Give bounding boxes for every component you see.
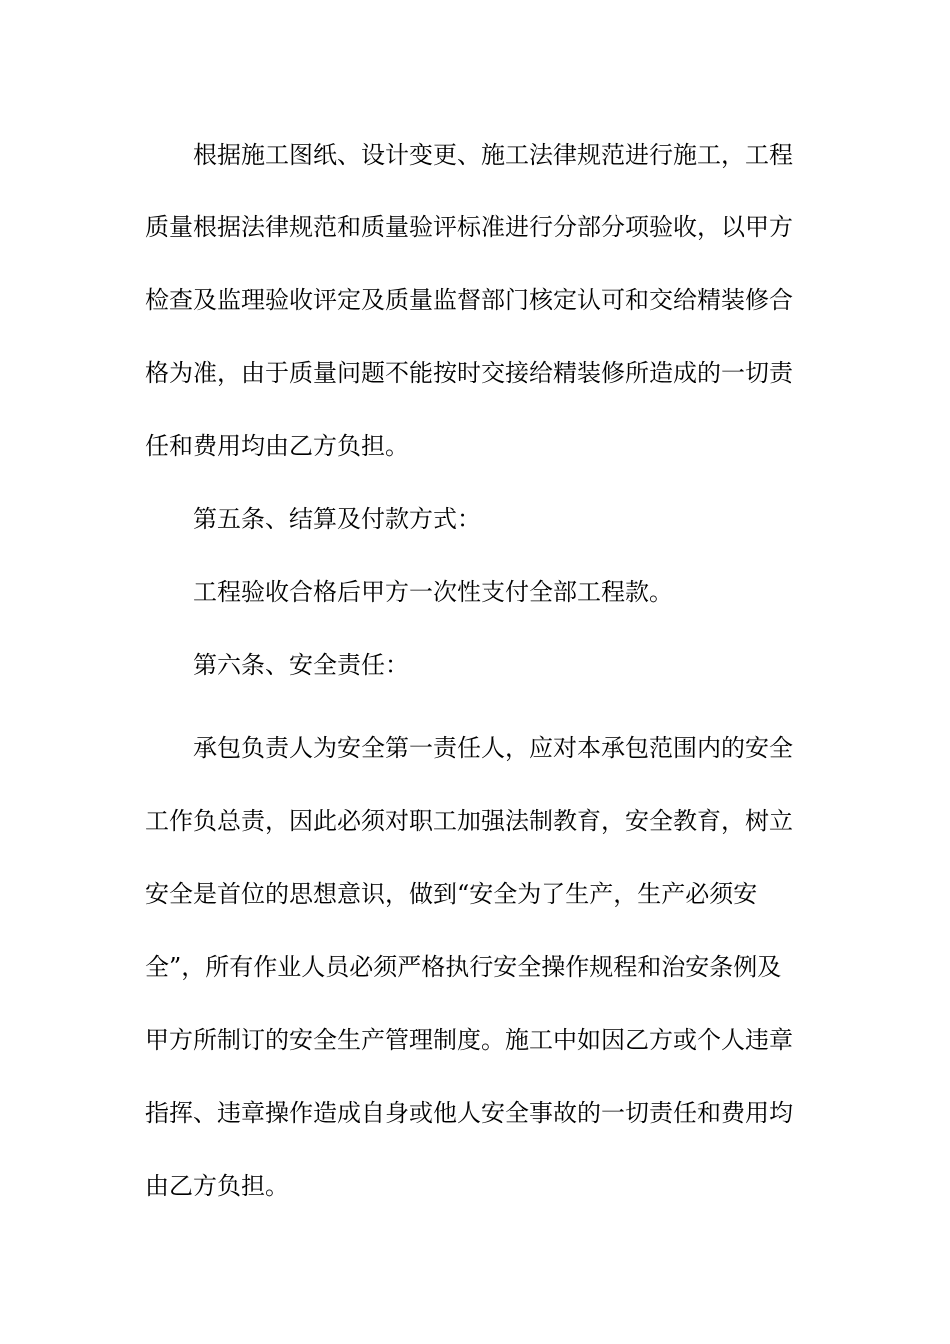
article-heading [0, 647, 950, 683]
paragraph-line [0, 1022, 950, 1058]
paragraph-line [0, 876, 950, 912]
paragraph-line [0, 730, 950, 766]
paragraph-text: 全”，所有作业人员必须严格执行安全操作规程和治安条例及 [145, 953, 782, 981]
paragraph-line [0, 574, 950, 610]
paragraph-text: 由乙方负担。 [145, 1172, 289, 1200]
paragraph-text: 根据施工图纸、设计变更、施工法律规范进行施工，工程 [193, 141, 793, 169]
paragraph-line [0, 1168, 950, 1204]
paragraph-text: 质量根据法律规范和质量验评标准进行分部分项验收，以甲方 [145, 213, 793, 241]
paragraph-line [0, 428, 950, 464]
paragraph-text: 工作负总责，因此必须对职工加强法制教育，安全教育，树立 [145, 807, 793, 835]
paragraph-line [0, 282, 950, 318]
paragraph-text: 检查及监理验收评定及质量监督部门核定认可和交给精装修合 [145, 286, 793, 314]
paragraph-line [0, 355, 950, 391]
article-5-body: 工程验收合格后甲方一次性支付全部工程款。 [193, 578, 673, 606]
paragraph-line [0, 137, 950, 173]
paragraph-text: 甲方所制订的安全生产管理制度。施工中如因乙方或个人违章 [145, 1026, 793, 1054]
article-heading [0, 501, 950, 537]
article-6-heading: 第六条、安全责任： [193, 651, 409, 679]
paragraph-line [0, 209, 950, 245]
paragraph-text: 承包负责人为安全第一责任人，应对本承包范围内的安全 [193, 734, 793, 762]
paragraph-text: 格为准，由于质量问题不能按时交接给精装修所造成的一切责 [145, 359, 793, 387]
paragraph-text: 安全是首位的思想意识，做到“安全为了生产，生产必须安 [145, 880, 758, 908]
paragraph-text: 任和费用均由乙方负担。 [145, 432, 409, 460]
paragraph-line [0, 1095, 950, 1131]
article-5-heading: 第五条、结算及付款方式： [193, 505, 481, 533]
paragraph-line [0, 949, 950, 985]
paragraph-line [0, 803, 950, 839]
paragraph-text: 指挥、违章操作造成自身或他人安全事故的一切责任和费用均 [145, 1099, 793, 1127]
